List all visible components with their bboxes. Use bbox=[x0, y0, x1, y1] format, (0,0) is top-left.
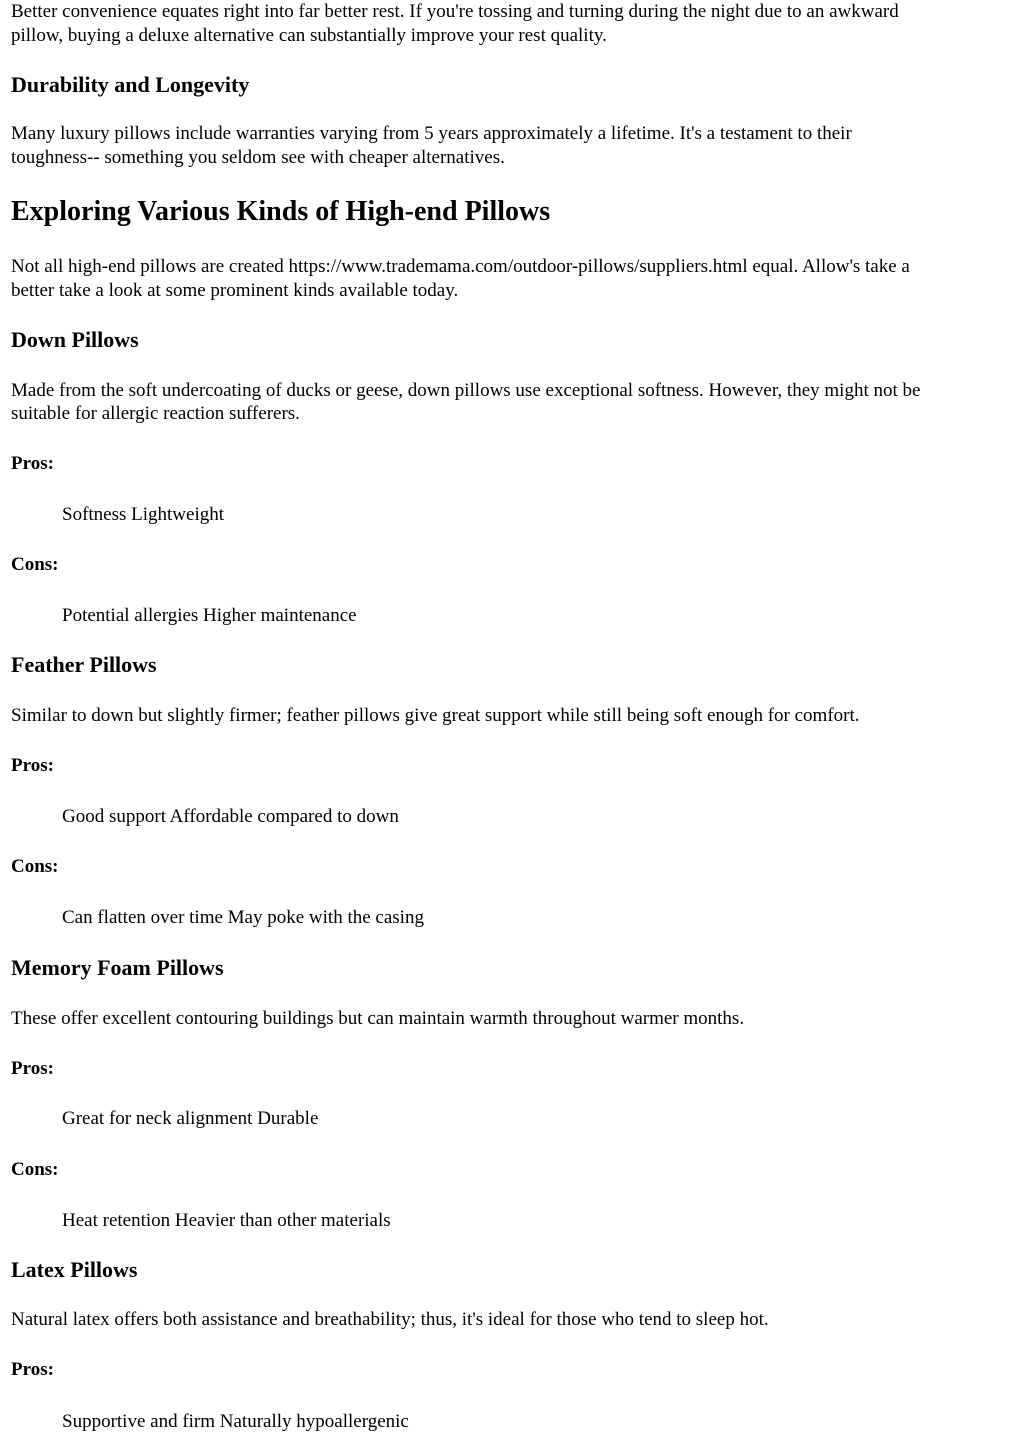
down-pros-label: Pros: bbox=[11, 453, 54, 474]
memory-cons-list: Heat retention Heavier than other materials bbox=[62, 1210, 391, 1231]
feather-cons-label: Cons: bbox=[11, 856, 59, 877]
memory-pros-list: Great for neck alignment Durable bbox=[62, 1108, 319, 1129]
latex-line-1: Natural latex offers both assistance and breathability; thus, it's ideal for those who tend to sleep hot. bbox=[11, 1309, 769, 1330]
down-cons-list: Potential allergies Higher maintenance bbox=[62, 605, 357, 626]
down-pros-list: Softness Lightweight bbox=[62, 504, 225, 525]
heading-feather-pillows: Feather Pillows bbox=[11, 652, 157, 677]
feather-line-1: Similar to down but slightly firmer; feather pillows give great support while still being soft enough for comfort. bbox=[11, 705, 860, 726]
heading-down-pillows: Down Pillows bbox=[11, 327, 139, 352]
heading-latex-pillows: Latex Pillows bbox=[11, 1257, 138, 1282]
down-cons-label: Cons: bbox=[11, 554, 59, 575]
down-line-1: Made from the soft undercoating of ducks or geese, down pillows use exceptional softness. However, they might not be bbox=[11, 380, 921, 401]
memory-pros-label: Pros: bbox=[11, 1058, 54, 1079]
feather-pros-label: Pros: bbox=[11, 755, 54, 776]
intro-line-1: Better convenience equates right into far better rest. If you're tossing and turning during the night due to an awkward bbox=[11, 1, 899, 22]
memory-cons-label: Cons: bbox=[11, 1159, 59, 1180]
latex-pros-list: Supportive and firm Naturally hypoallergenic bbox=[62, 1411, 409, 1432]
exploring-line-2: better take a look at some prominent kinds available today. bbox=[11, 280, 459, 301]
latex-pros-label: Pros: bbox=[11, 1359, 54, 1380]
heading-memory-foam-pillows: Memory Foam Pillows bbox=[11, 955, 224, 980]
heading-exploring: Exploring Various Kinds of High-end Pillows bbox=[11, 196, 551, 227]
intro-line-2: pillow, buying a deluxe alternative can substantially improve your rest quality. bbox=[11, 25, 607, 46]
down-line-2: suitable for allergic reaction sufferers. bbox=[11, 403, 300, 424]
heading-durability: Durability and Longevity bbox=[11, 72, 250, 97]
durability-line-2: toughness-- something you seldom see with cheaper alternatives. bbox=[11, 147, 505, 168]
durability-line-1: Many luxury pillows include warranties varying from 5 years approximately a lifetime. It's a testament to their bbox=[11, 123, 852, 144]
memory-line-1: These offer excellent contouring buildings but can maintain warmth throughout warmer months. bbox=[11, 1008, 745, 1029]
exploring-line-1: Not all high-end pillows are created https://www.trademama.com/outdoor-pillows/suppliers.html equal. Allow's take a bbox=[11, 256, 910, 277]
feather-cons-list: Can flatten over time May poke with the casing bbox=[62, 907, 424, 928]
feather-pros-list: Good support Affordable compared to down bbox=[62, 806, 399, 827]
